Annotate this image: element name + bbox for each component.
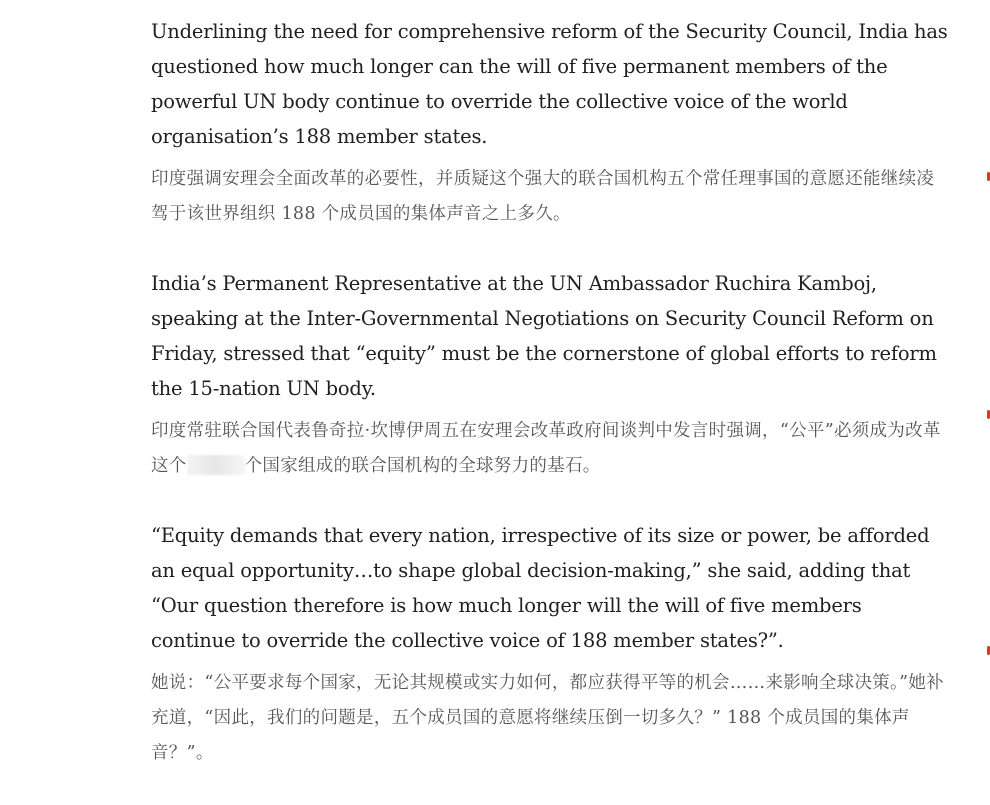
- paragraph-block-2: [151, 266, 951, 484]
- paragraph-block-1: [151, 14, 951, 232]
- english-paragraph-3: “Equity demands that every nation, irrespective of its size or power, be afforded an equal opportunity…to shape global decision-making,” she said, adding that “Our question therefore is how much longer will the will of five members continue to override the collective voice of 188 member states?”.: [151, 524, 930, 652]
- english-paragraph-1: Underlining the need for comprehensive reform of the Security Council, India has questioned how much longer can the will of five permanent members of the powerful UN body continue to override the collective voice of the world organisation’s 188 member states.: [151, 20, 948, 148]
- chinese-translation-1: 印度强调安理会全面改革的必要性，并质疑这个强大的联合国机构五个常任理事国的意愿还能继续凌驾于该世界组织 188 个成员国的集体声音之上多久。: [151, 169, 935, 224]
- blurred-redaction: [187, 455, 245, 475]
- chinese-translation-2-part-1: 印度常驻联合国代表鲁奇拉·坎博伊周五在安理会改革政府间谈判中发言时强调，“公平”必须成为改革这个: [151, 421, 941, 476]
- chinese-translation-2-part-2: 个国家组成的联合国机构的全球努力的基石。: [244, 456, 601, 476]
- english-paragraph-2: India’s Permanent Representative at the UN Ambassador Ruchira Kamboj, speaking at the Inter-Governmental Negotiations on Security Council Reform on Friday, stressed that “equity” must be the cornerstone of global efforts to reform the 15-nation UN body.: [151, 272, 937, 400]
- paragraph-block-3: [151, 518, 951, 771]
- chinese-translation-3: 她说：“公平要求每个国家，无论其规模或实力如何，都应获得平等的机会……来影响全球决策。”她补充道，“因此，我们的问题是，五个成员国的意愿将继续压倒一切多久？” 188 个成员国的集体声音？”。: [151, 673, 944, 763]
- chinese-translation-2: [151, 414, 951, 484]
- article-body: [151, 14, 951, 805]
